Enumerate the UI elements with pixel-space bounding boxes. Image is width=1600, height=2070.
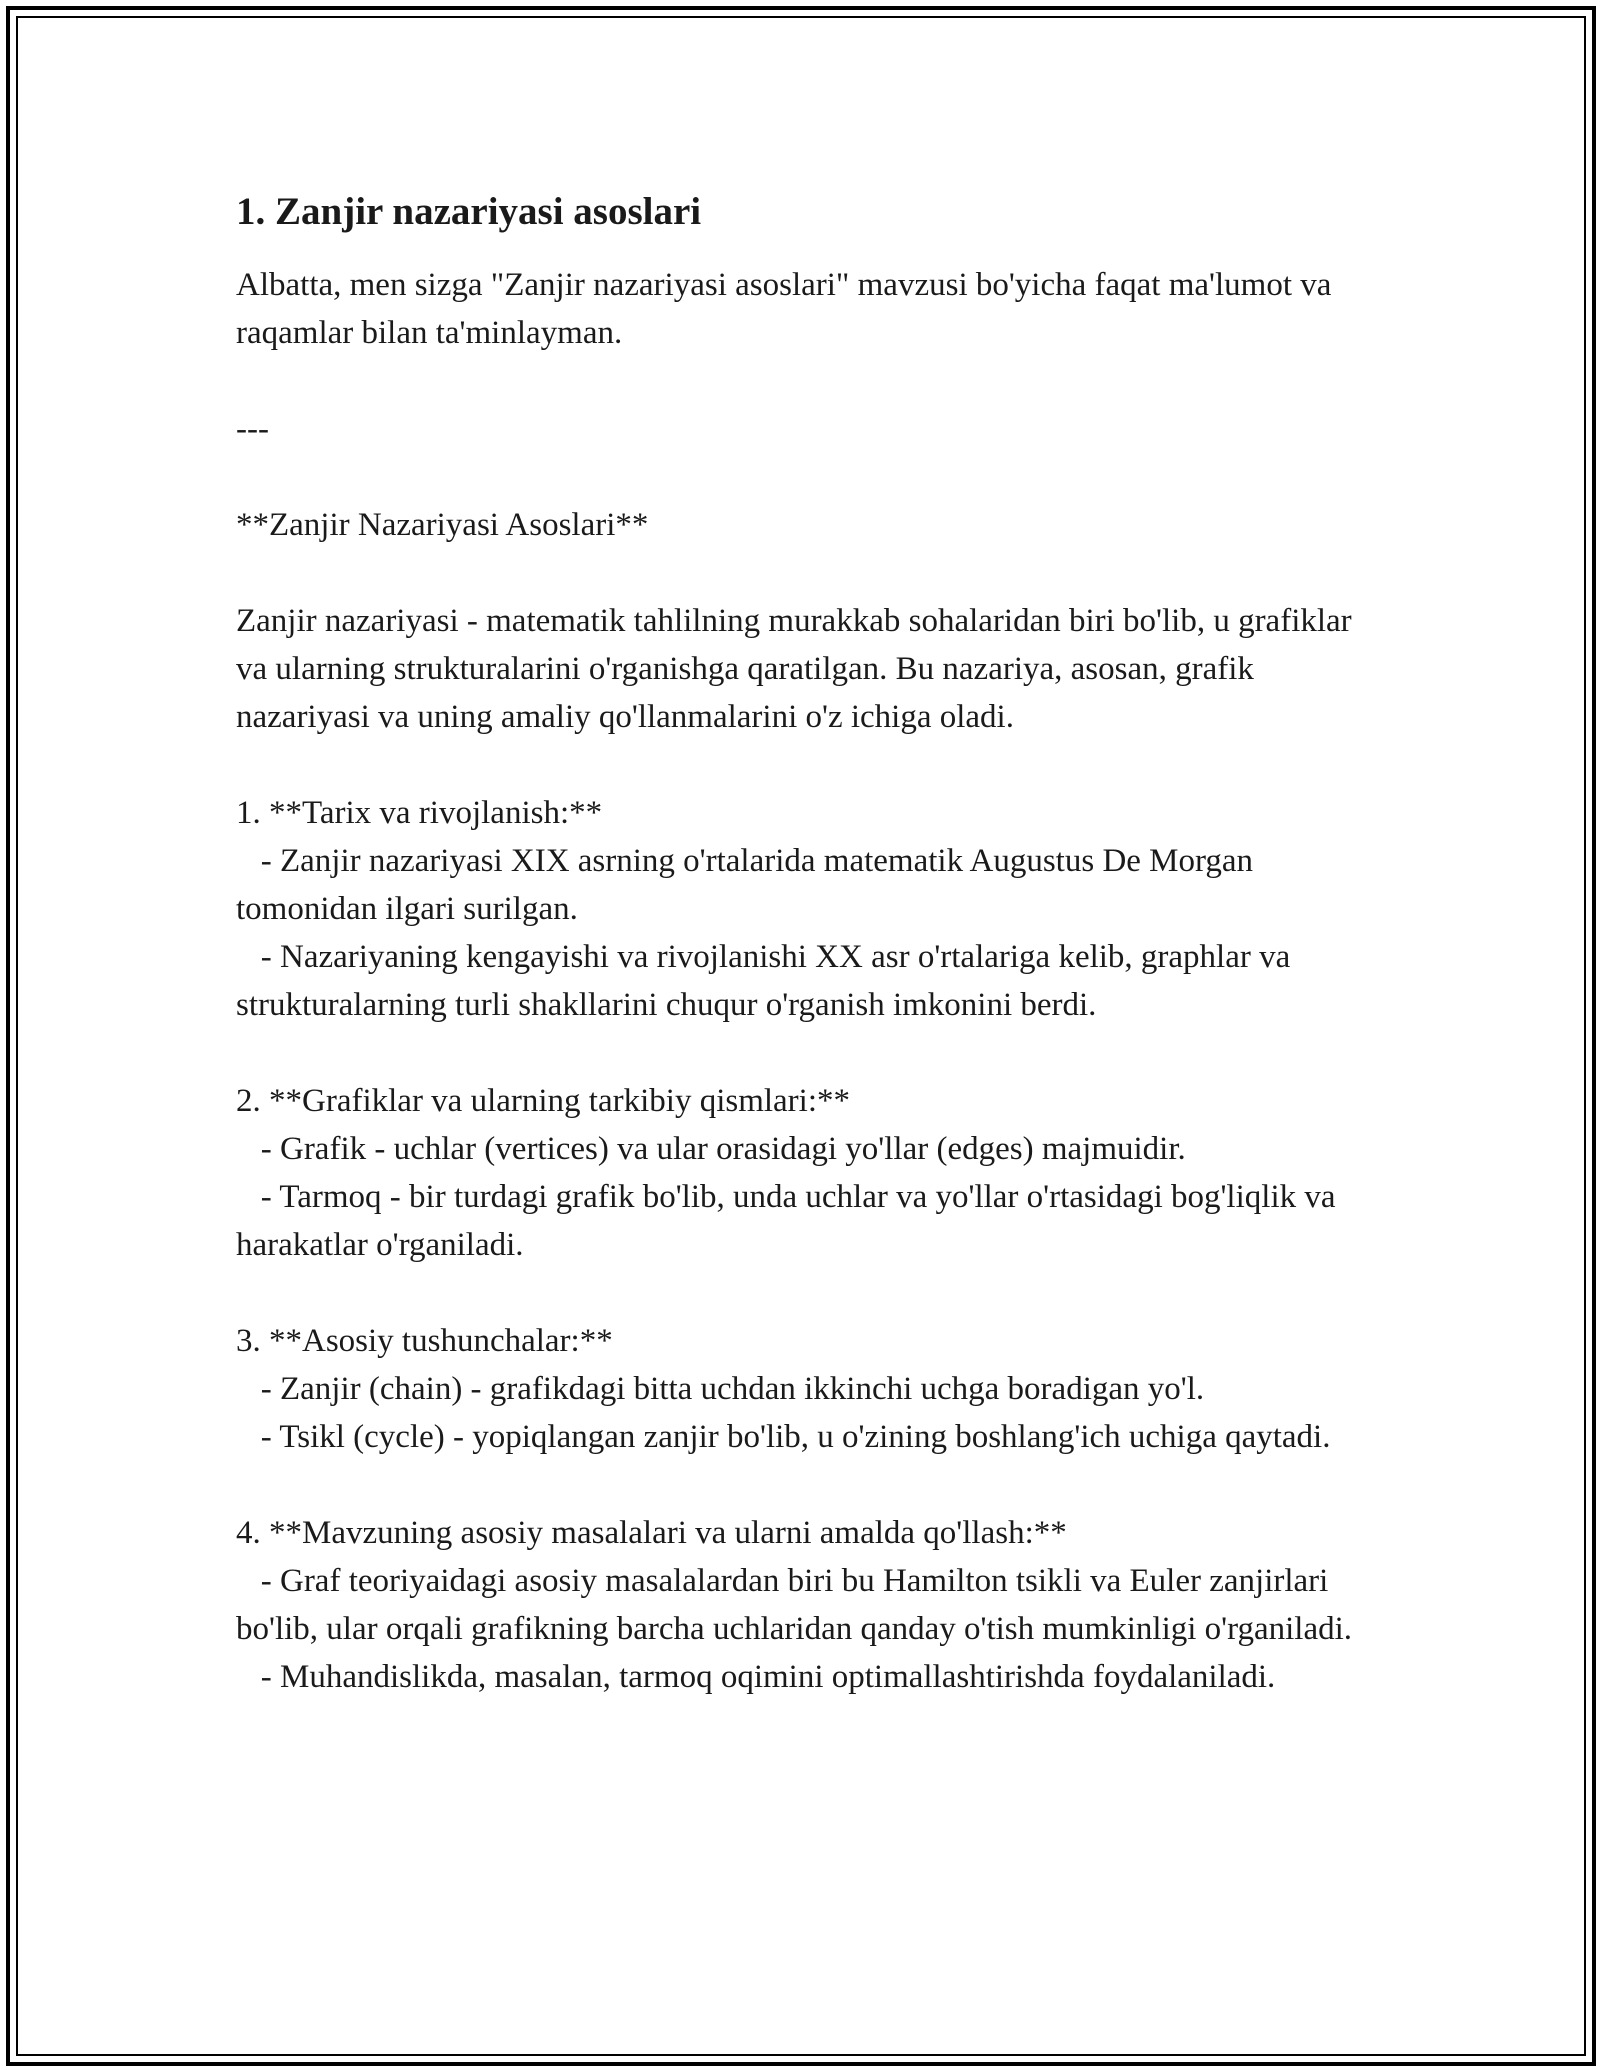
section-2 [236, 1077, 1386, 1269]
section-4 [236, 1509, 1386, 1701]
section-heading: 1. **Tarix va rivojlanish:** [236, 795, 603, 831]
section-heading: 3. **Asosiy tushunchalar:** [236, 1323, 613, 1359]
section-item: - Zanjir nazariyasi XIX asrning o'rtalarida matematik Augustus De Morgan tomonidan ilgari surilgan. [236, 843, 1262, 927]
section-heading: 2. **Grafiklar va ularning tarkibiy qismlari:** [236, 1083, 851, 1119]
document-body [236, 187, 1386, 1701]
separator-line: --- [236, 411, 269, 447]
section-1 [236, 789, 1386, 1029]
document-title: 1. Zanjir nazariyasi asoslari [236, 190, 702, 233]
intro-paragraph: Albatta, men sizga "Zanjir nazariyasi asoslari" mavzusi bo'yicha faqat ma'lumot va raqamlar bilan ta'minlayman. [236, 267, 1340, 351]
section-item: - Muhandislikda, masalan, tarmoq oqimini optimallashtirishda foydalaniladi. [236, 1659, 1276, 1695]
section-item: - Graf teoriyaidagi asosiy masalalardan biri bu Hamilton tsikli va Euler zanjirlari bo'lib, ular orqali grafikning barcha uchlaridan qanday o'tish mumkinligi o'rganiladi. [236, 1563, 1353, 1647]
section-item: - Grafik - uchlar (vertices) va ular orasidagi yo'llar (edges) majmuidir. [236, 1131, 1186, 1167]
subtitle: **Zanjir Nazariyasi Asoslari** [236, 507, 649, 543]
section-item: - Tsikl (cycle) - yopiqlangan zanjir bo'lib, u o'zining boshlang'ich uchiga qaytadi. [236, 1419, 1331, 1455]
section-heading: 4. **Mavzuning asosiy masalalari va ularni amalda qo'llash:** [236, 1515, 1067, 1551]
section-item: - Zanjir (chain) - grafikdagi bitta uchdan ikkinchi uchga boradigan yo'l. [236, 1371, 1205, 1407]
section-3 [236, 1317, 1386, 1461]
description-paragraph: Zanjir nazariyasi - matematik tahlilning murakkab sohalaridan biri bo'lib, u grafiklar va ularning strukturalarini o'rganishga qaratilgan. Bu nazariya, asosan, grafik nazariyasi va uning amaliy qo'llanmalarini o'z ichiga oladi. [236, 603, 1360, 735]
section-item: - Tarmoq - bir turdagi grafik bo'lib, unda uchlar va yo'llar o'rtasidagi bog'liqlik va harakatlar o'rganiladi. [236, 1179, 1344, 1263]
section-item: - Nazariyaning kengayishi va rivojlanishi XX asr o'rtalariga kelib, graphlar va strukturalarning turli shakllarini chuqur o'rganish imkonini berdi. [236, 939, 1299, 1023]
